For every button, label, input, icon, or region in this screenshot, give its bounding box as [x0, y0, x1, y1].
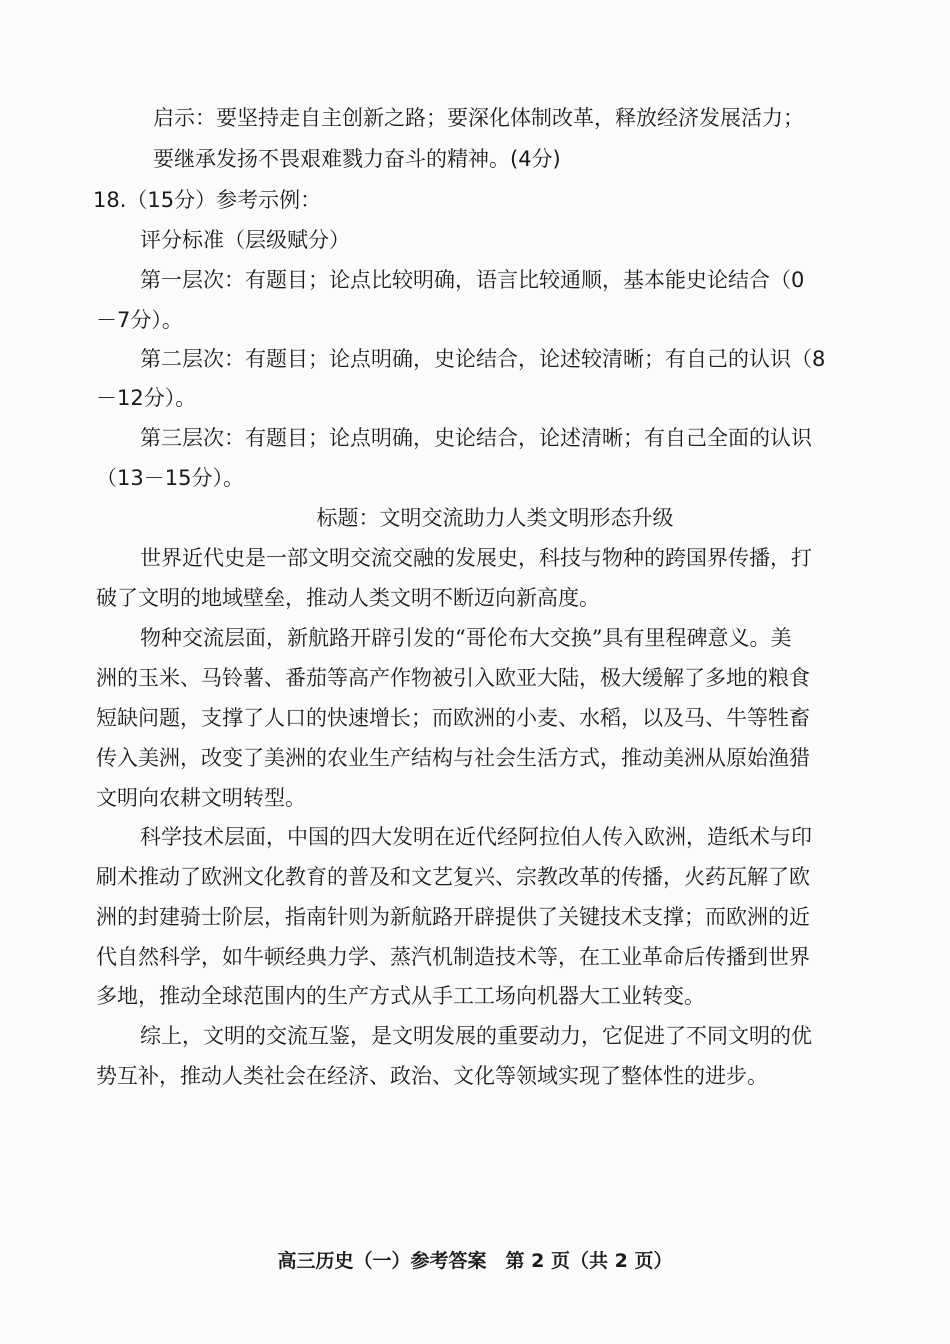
q18-header: 18.（15分）参考示例： — [93, 188, 322, 212]
level-1-line-1: 第一层次：有题目；论点比较明确，语言比较通顺，基本能史论结合（0 — [140, 268, 805, 292]
essay-p3-line: 刷术推动了欧洲文化教育的普及和文艺复兴、宗教改革的传播，火药瓦解了欧 — [96, 865, 810, 889]
essay-p3-line: 科学技术层面，中国的四大发明在近代经阿拉伯人传入欧洲，造纸术与印 — [140, 825, 812, 849]
essay-p2-line: 传入美洲，改变了美洲的农业生产结构与社会生活方式，推动美洲从原始渔猎 — [96, 746, 810, 770]
essay-p3-line: 洲的封建骑士阶层，指南针则为新航路开辟提供了关键技术支撑；而欧洲的近 — [96, 905, 810, 929]
q17-insight-line-2: 要继承发扬不畏艰难戮力奋斗的精神。(4分) — [153, 147, 561, 171]
level-3-line-2: （13－15分）。 — [96, 466, 244, 490]
essay-p2-line: 物种交流层面，新航路开辟引发的“哥伦布大交换”具有里程碑意义。美 — [140, 626, 792, 650]
level-2-line-2: －12分）。 — [96, 386, 197, 410]
q17-insight-line-1: 启示：要坚持走自主创新之路；要深化体制改革，释放经济发展活力； — [153, 106, 804, 130]
essay-p2-line: 洲的玉米、马铃薯、番茄等高产作物被引入欧亚大陆，极大缓解了多地的粮食 — [96, 666, 810, 690]
essay-title: 标题：文明交流助力人类文明形态升级 — [316, 506, 674, 530]
level-3-line-1: 第三层次：有题目；论点明确，史论结合，论述清晰；有自己全面的认识 — [140, 426, 812, 450]
essay-p1-line: 破了文明的地域壁垒，推动人类文明不断迈向新高度。 — [96, 586, 600, 610]
level-2-line-1: 第二层次：有题目；论点明确，史论结合，论述较清晰；有自己的认识（8 — [140, 347, 826, 371]
level-1-line-2: －7分）。 — [96, 308, 183, 332]
essay-p3-line: 代自然科学，如牛顿经典力学、蒸汽机制造技术等，在工业革命后传播到世界 — [96, 945, 810, 969]
page-footer: 高三历史（一）参考答案 第 2 页（共 2 页） — [277, 1250, 673, 1272]
essay-p1-line: 世界近代史是一部文明交流交融的发展史，科技与物种的跨国界传播，打 — [140, 546, 812, 570]
essay-p2-line: 文明向农耕文明转型。 — [96, 786, 306, 810]
essay-p4-line: 综上，文明的交流互鉴，是文明发展的重要动力，它促进了不同文明的优 — [140, 1024, 812, 1048]
essay-p3-line: 多地，推动全球范围内的生产方式从手工工场向机器大工业转变。 — [96, 984, 705, 1008]
essay-p2-line: 短缺问题，支撑了人口的快速增长；而欧洲的小麦、水稻，以及马、牛等牲畜 — [96, 706, 810, 730]
essay-p4-line: 势互补，推动人类社会在经济、政治、文化等领域实现了整体性的进步。 — [96, 1064, 768, 1088]
scoring-criteria-title: 评分标准（层级赋分） — [140, 228, 350, 252]
